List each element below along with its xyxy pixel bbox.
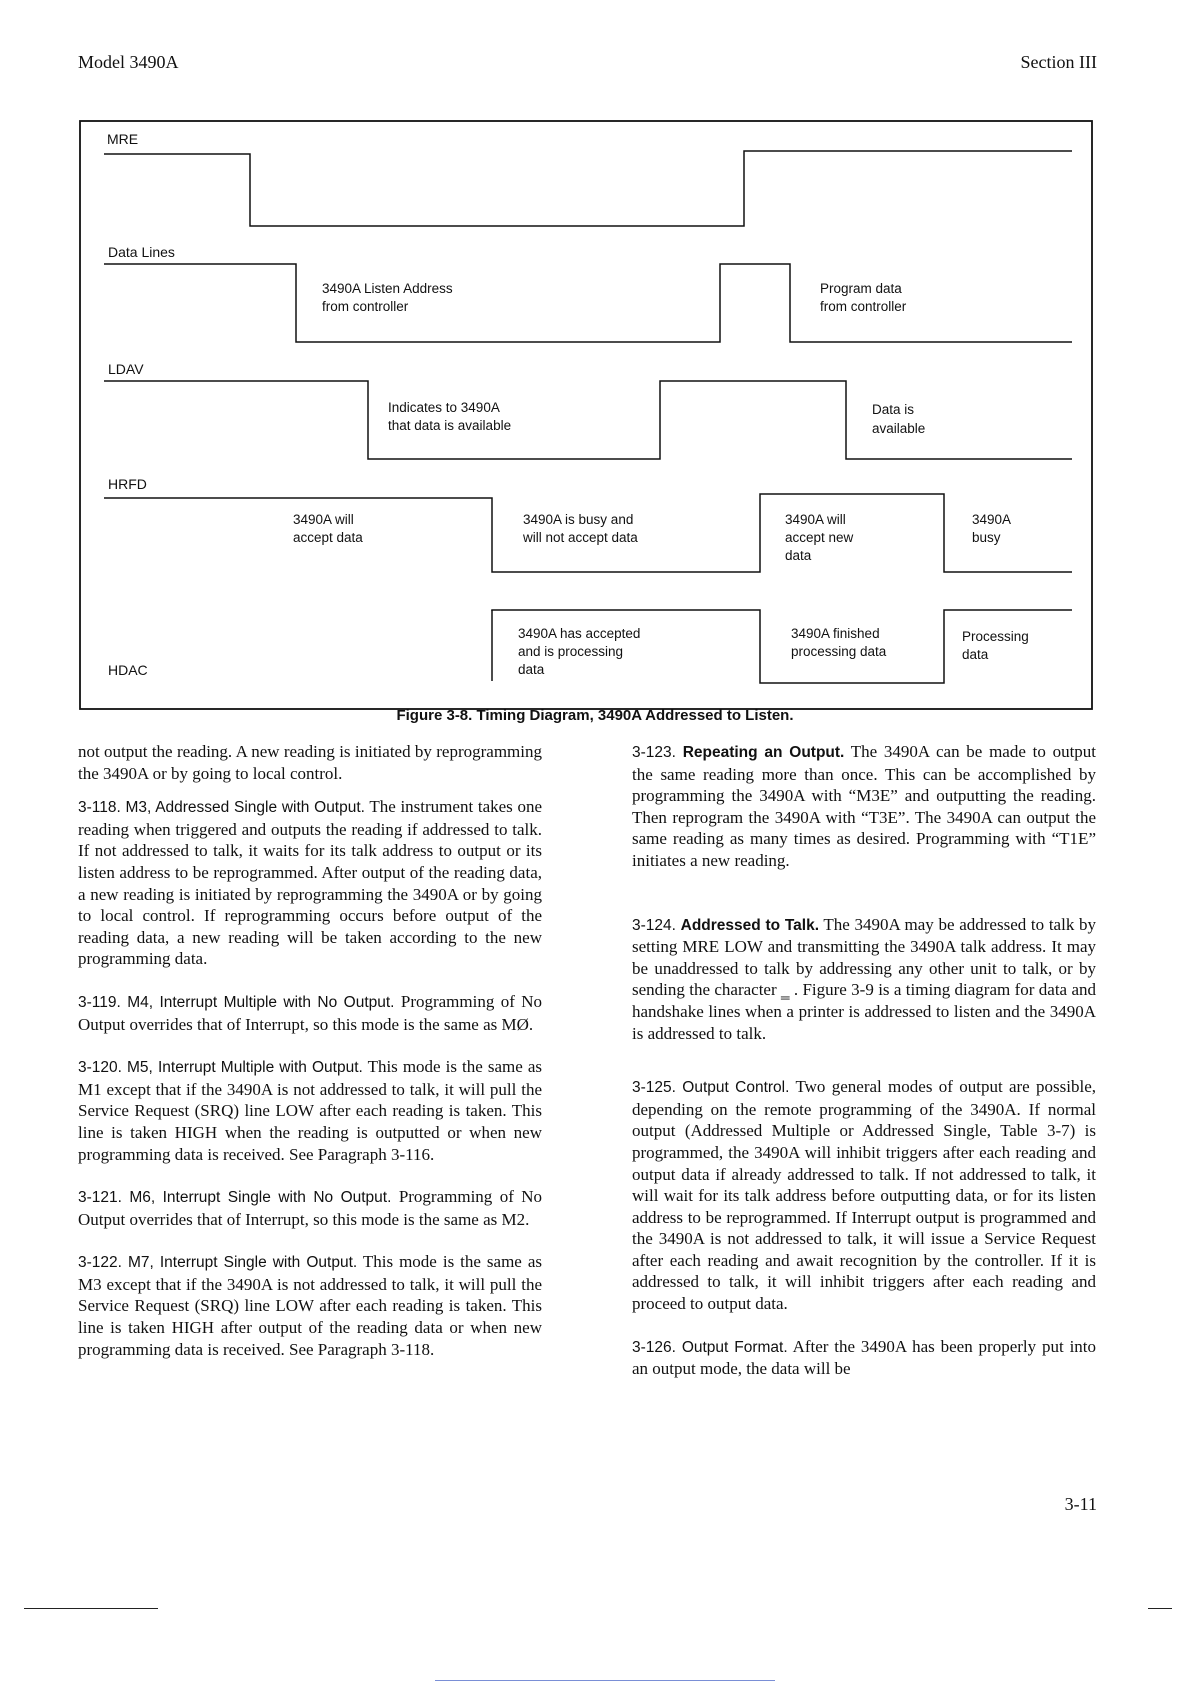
paragraph-heading: M6, Interrupt Single with No Output. [129, 1189, 392, 1207]
note-busy: will not accept data [523, 530, 638, 545]
paragraph-body: This mode is the same as M3 except that if the 3490A is not addressed to talk, it will pull the Service Request (SRQ) line LOW after each reading is taken. This line is taken HIGH after output of the reading data or when new programming data is received. See Paragraph 3-118. [78, 1252, 543, 1359]
data-lines-label: Data Lines [108, 244, 175, 260]
paragraph-body: The 3490A may be addressed to talk by setting MRE LOW and transmitting the 3490A talk address. It may be unaddressed to talk by addressing any other unit to talk, or by sending the character ‗ . Figure 3-9 is a timing diagram for data and handshake lines when a printer is addressed to listen and the 3490A is addressed to talk. [632, 914, 1096, 1043]
note-indicates: Indicates to 3490A [388, 400, 500, 415]
paragraph-body: After the 3490A has been properly put into an output mode, the data will be [632, 1336, 1097, 1379]
ldav-waveform [104, 381, 1072, 459]
scan-edge-line [435, 1680, 775, 1681]
note-busy: 3490A is busy and [523, 512, 634, 527]
paragraph-number: 3-122. [78, 1254, 122, 1272]
paragraph-3-120 [78, 1056, 542, 1165]
mre-waveform [104, 151, 1072, 226]
footer-rule-left [24, 1608, 158, 1609]
paragraph-body: This mode is the same as M1 except that if the 3490A is not addressed to talk, it will pull the Service Request (SRQ) line LOW after each reading is taken. This line is taken HIGH when the reading is outputted or when new programming data is received. See Paragraph 3-116. [78, 1057, 542, 1164]
paragraph-number: 3-126. [632, 1338, 676, 1356]
paragraph-3-125 [632, 1076, 1096, 1315]
section-header: Section III [1020, 52, 1097, 72]
paragraph-body: Programming of No Output overrides that of Interrupt, so this mode is the same as MØ. [78, 991, 543, 1034]
diagram-frame [80, 121, 1092, 709]
mre-label: MRE [107, 131, 139, 147]
data-lines-waveform [104, 264, 1072, 342]
note-accept-new: accept new [785, 530, 854, 545]
model-header: Model 3490A [78, 52, 179, 72]
paragraph-3-118 [78, 796, 542, 970]
paragraph-body: Programming of No Output overrides that of Interrupt, so this mode is the same as M2. [78, 1187, 543, 1229]
paragraph-3-123 [632, 741, 1096, 872]
hdac-label: HDAC [108, 662, 148, 678]
note-accepted: and is processing [518, 644, 624, 659]
footer-rule-right [1148, 1608, 1172, 1609]
paragraph-heading: M5, Interrupt Multiple with Output. [127, 1059, 363, 1077]
note-program-data: from controller [820, 299, 907, 314]
note-processing: Processing [962, 629, 1029, 644]
note-indicates: that data is available [388, 418, 512, 433]
note-listen-address: from controller [322, 299, 409, 314]
paragraph-number: 3-123. [632, 744, 676, 761]
page-number: 3-11 [1064, 1494, 1097, 1514]
paragraph-heading: M4, Interrupt Multiple with No Output. [127, 993, 395, 1011]
paragraph-body: The instrument takes one reading when triggered and outputs the reading if addressed to talk. If not addressed to talk, it waits for its talk address to output or its listen address to be reprogrammed. After output of the reading data, a new reading is initiated by reprogramming the 3490A or by going to local control. If reprogramming occurs before output of the reading data, a new reading will be taken according to the new programming data. [78, 797, 542, 969]
paragraph-number: 3-119. [78, 993, 121, 1011]
note-finished: processing data [791, 644, 887, 659]
paragraph-number: 3-118. [78, 799, 121, 817]
note-finished: 3490A finished [791, 626, 880, 641]
paragraph-3-119 [78, 991, 542, 1035]
paragraph-continuation: not output the reading. A new reading is initiated by reprogramming the 3490A or by going to local control. [78, 742, 542, 783]
ldav-label: LDAV [108, 361, 144, 377]
paragraph-number: 3-124. [632, 916, 676, 934]
figure-caption: Figure 3-8. Timing Diagram, 3490A Addressed to Listen. [396, 707, 794, 724]
paragraph-3-124 [632, 914, 1096, 1045]
paragraph-number: 3-125. [632, 1079, 676, 1097]
paragraph-heading: Addressed to Talk. [680, 916, 820, 934]
paragraph-heading: M7, Interrupt Single with Output. [127, 1254, 358, 1272]
paragraph-number: 3-121. [78, 1189, 122, 1207]
note-busy-short: 3490A [972, 512, 1012, 527]
note-accept-new: data [785, 548, 812, 563]
paragraph-body: The 3490A can be made to output the same reading more than once. This can be accomplished by programming the 3490A with “M3E” and outputting the reading. Then reprogram the 3490A with “T3E”. The 3490A can output the same reading as many times as desired. Programming with “T1E” initiates a new reading. [632, 742, 1097, 870]
paragraph-3-122 [78, 1251, 542, 1360]
paragraph-number: 3-120. [78, 1059, 122, 1077]
note-accept-new: 3490A will [785, 512, 846, 527]
note-busy-short: busy [972, 530, 1001, 545]
left-column [78, 741, 542, 1381]
paragraph-heading: Output Format. [681, 1338, 788, 1356]
hrfd-label: HRFD [108, 476, 147, 492]
note-accepted: 3490A has accepted [518, 626, 641, 641]
note-processing: data [962, 647, 989, 662]
note-will-accept: accept data [293, 530, 363, 545]
note-data-available: Data is [872, 402, 915, 417]
note-program-data: Program data [820, 281, 902, 296]
paragraph-heading: M3, Addressed Single with Output. [125, 799, 365, 817]
right-column [632, 741, 1096, 1401]
timing-diagram [0, 0, 1190, 710]
paragraph-heading: Repeating an Output. [682, 744, 845, 761]
note-will-accept: 3490A will [293, 512, 354, 527]
paragraph-3-126 [632, 1336, 1096, 1380]
note-data-available: available [872, 421, 926, 436]
paragraph-body: Two general modes of output are possible, depending on the remote programming of the 3490A. If normal output (Addressed Multiple or Addressed Single, Table 3-7) is programmed, the 3490A will inhibit triggers after each reading and output data if already addressed to talk. If not addressed to talk, it will wait for its talk address before outputting data, or for its listen address to be reprogrammed. If Interrupt output is programmed and the 3490A is not addressed to talk, it will issue a Service Request after each reading and await recognition by the controller. If it is addressed to talk, it will inhibit triggers after each reading and proceed to output data. [632, 1077, 1097, 1314]
paragraph-3-121 [78, 1186, 542, 1230]
paragraph-heading: Output Control. [682, 1079, 790, 1097]
note-listen-address: 3490A Listen Address [322, 281, 453, 296]
note-accepted: data [518, 662, 545, 677]
